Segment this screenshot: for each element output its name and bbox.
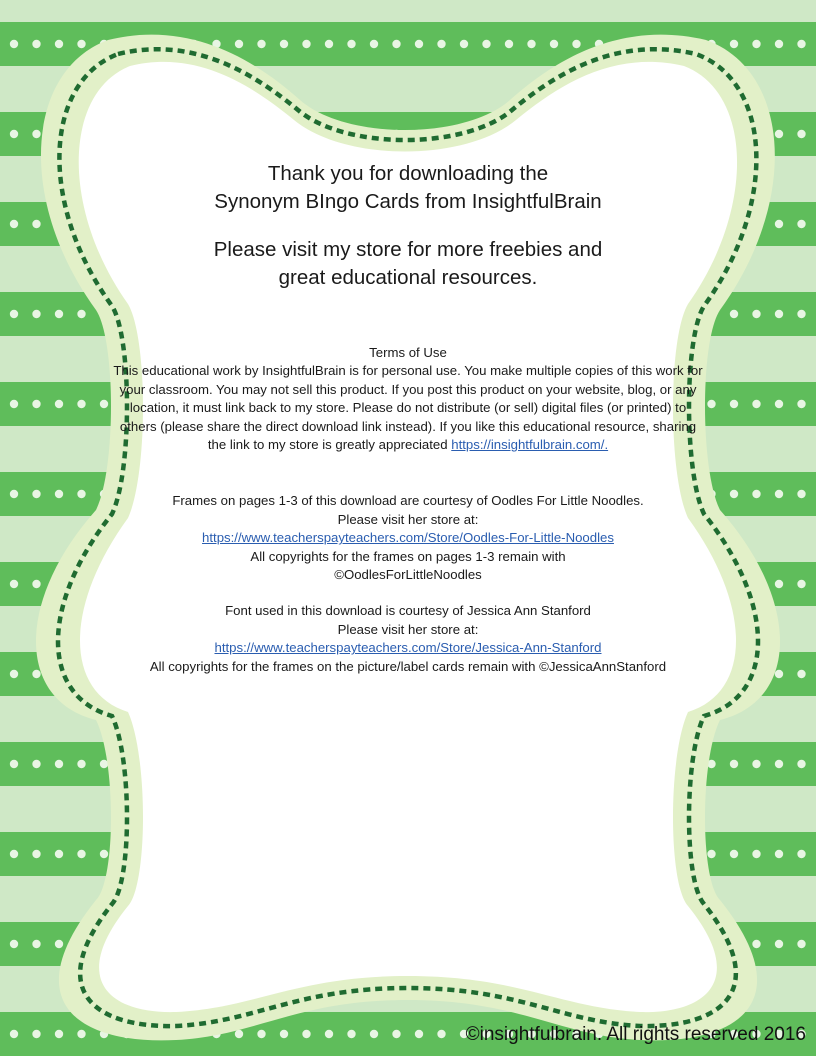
jessica-store-link[interactable]: https://www.teacherspayteachers.com/Store/Jessica-Ann-Stanford	[214, 640, 602, 656]
font-credit-line-3: All copyrights for the frames on the picture/label cards remain with ©JessicaAnnStanford	[149, 658, 667, 674]
content-area	[110, 160, 706, 676]
font-credit-section	[110, 602, 706, 676]
visit-store-line-1: Please visit my store for more freebies and	[213, 238, 603, 261]
thank-you-line-2: Synonym BIngo Cards from InsightfulBrain	[214, 190, 602, 213]
terms-title: Terms of Use	[369, 345, 447, 360]
terms-body: This educational work by InsightfulBrain is for personal use. You make multiple copies of this work for your classroom. You may not sell this product. If you post this product on your website, blog, or any location, it must link back to my store. Please do not distribute (or sell) digital files (or printed) to others (please share the direct download link instead). If you like this educational resource, sharing the link to my store is greatly appreciated	[113, 363, 703, 453]
terms-of-use-section	[110, 344, 706, 454]
insightfulbrain-link[interactable]: https://insightfulbrain.com/.	[451, 437, 609, 453]
frames-credit-line-4: ©OodlesForLittleNoodles	[334, 567, 482, 583]
frames-credit-line-1: Frames on pages 1-3 of this download are courtesy of Oodles For Little Noodles.	[172, 493, 644, 509]
oodles-store-link[interactable]: https://www.teacherspayteachers.com/Store/Oodles-For-Little-Noodles	[202, 530, 614, 546]
thank-you-line-1: Thank you for downloading the	[267, 162, 549, 185]
frames-credit-line-3: All copyrights for the frames on pages 1-3 remain with	[250, 548, 566, 564]
font-credit-line-2: Please visit her store at:	[337, 621, 479, 637]
visit-store-line-2: great educational resources.	[278, 266, 538, 289]
font-credit-line-1: Font used in this download is courtesy of Jessica Ann Stanford	[225, 603, 591, 619]
frames-credit-line-2: Please visit her store at:	[337, 511, 479, 527]
copyright-footer: ©insightfulbrain. All rights reserved 2016	[465, 1024, 806, 1045]
frames-credit-section	[110, 492, 706, 584]
